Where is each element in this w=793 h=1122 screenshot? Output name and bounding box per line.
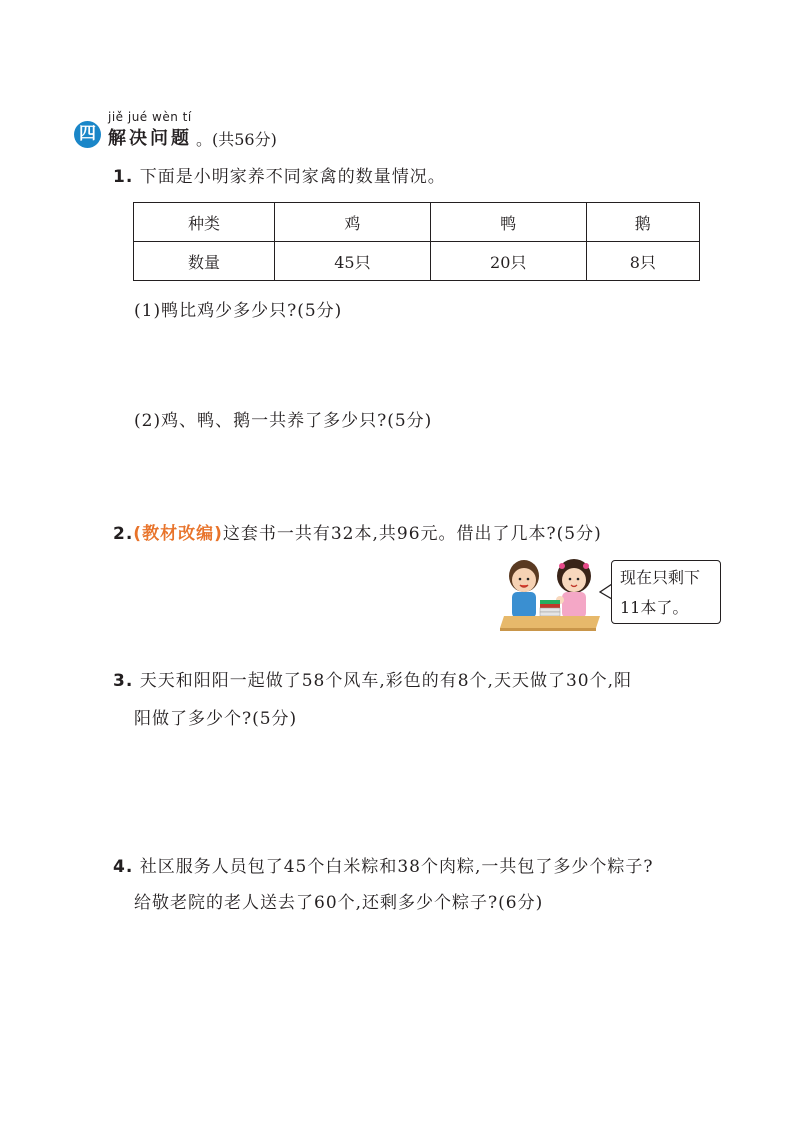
question-text: 社区服务人员包了45个白米粽和38个肉粽,一共包了多少个粽子? [139,857,654,877]
poultry-table [133,202,700,281]
section-score: 。(共56分) [196,130,277,149]
question-number: 2. [113,524,134,544]
section-pinyin: jiě jué wèn tí [108,110,192,124]
section-number-badge: 四 [74,121,101,148]
question-number: 3. [113,671,134,691]
table-cell: 8只 [586,242,699,281]
question-3 [113,664,632,698]
question-text: 天天和阳阳一起做了58个风车,彩色的有8个,天天做了30个,阳 [139,671,632,691]
question-3-continued: 阳做了多少个?(5分) [134,709,298,729]
table-row [134,203,700,242]
speech-line: 11本了。 [620,598,689,617]
table-cell: 45只 [275,242,431,281]
question-text: 下面是小明家养不同家禽的数量情况。 [139,167,446,187]
table-cell: 鸡 [275,203,431,242]
table-cell: 鹅 [586,203,699,242]
sub-question-2: (2)鸡、鸭、鹅一共养了多少只?(5分) [134,411,433,431]
speech-line: 现在只剩下 [620,568,701,587]
sub-question-1: (1)鸭比鸡少多少只?(5分) [134,301,343,321]
speech-bubble [611,560,721,624]
question-4-continued: 给敬老院的老人送去了60个,还剩多少个粽子?(6分) [134,893,544,913]
table-cell: 数量 [134,242,275,281]
table-cell: 种类 [134,203,275,242]
table-row [134,242,700,281]
question-number: 4. [113,857,134,877]
textbook-adapted-tag: (教材改编) [133,524,223,544]
question-4 [113,850,653,884]
question-1 [113,160,446,194]
table-cell: 20只 [430,242,586,281]
kids-with-books-illustration [500,556,610,632]
question-number: 1. [113,167,134,187]
question-2 [113,517,602,551]
table-cell: 鸭 [430,203,586,242]
question-text: 这套书一共有32本,共96元。借出了几本?(5分) [222,524,602,544]
section-title: 解决问题 [108,128,192,149]
